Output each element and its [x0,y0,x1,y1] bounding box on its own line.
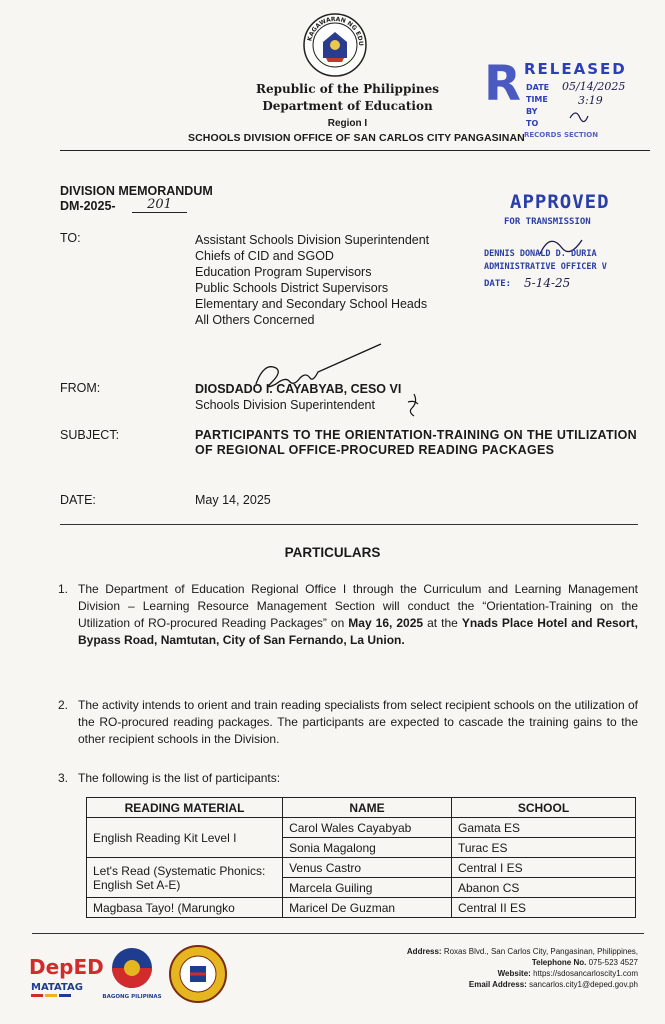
particular-item-2 [58,697,638,748]
recipient-item: Elementary and Secondary School Heads [195,297,428,311]
participant-name-cell: Sonia Magalong [283,838,452,858]
seal-text: KAGAWARAN NG EDU [306,15,365,47]
released-date-label: DATE [526,83,550,92]
participant-name-cell: Venus Castro [283,858,452,878]
sender-name: DIOSDADO I. CAYABYAB, CESO VI [195,382,402,396]
column-header-name: NAME [283,798,452,818]
item-number: 2. [58,698,69,712]
memo-date: May 14, 2025 [195,493,271,507]
date-label: DATE: [60,493,96,507]
recipient-item: Education Program Supervisors [195,265,372,279]
to-label: TO: [60,231,81,245]
sender-title: Schools Division Superintendent [195,398,375,412]
svg-text:R: R [484,56,521,112]
school-cell: Turac ES [451,838,635,858]
office-heading: SCHOOLS DIVISION OFFICE OF SAN CARLOS CITY PANGASINAN [188,132,525,144]
reading-material-cell: Let's Read (Systematic Phonics: English Set A-E) [87,858,283,898]
approved-stamp [480,184,640,300]
school-cell: Central I ES [451,858,635,878]
item-number: 3. [58,771,69,785]
subject-label: SUBJECT: [60,428,120,442]
released-footer: RECORDS SECTION [524,131,599,139]
bagong-pilipinas-logo [104,944,160,1004]
participant-name-cell: Maricel De Guzman [283,898,452,918]
particular-item-1 [58,581,638,649]
column-header-material: READING MATERIAL [87,798,283,818]
republic-heading: Republic of the Philippines [255,82,440,96]
participant-name-cell: Carol Wales Cayabyab [283,818,452,838]
event-date: May 16, 2025 [348,616,424,630]
reading-material-cell: English Reading Kit Level I [87,818,283,858]
memo-number-prefix: DM-2025- [60,199,116,213]
item-text: The following is the list of participants: [78,771,281,785]
participants-table [86,797,636,918]
released-stamp-title: RELEASED [524,60,627,78]
released-stamp [478,44,650,140]
matatag-logo-text: MATATAG [31,982,83,993]
website-line: Website: https://sdosancarloscity1.com [497,969,638,978]
body-divider [60,524,638,525]
particulars-heading: PARTICULARS [284,545,381,560]
school-cell: Gamata ES [451,818,635,838]
initial-mark [404,392,424,418]
released-by-label: BY [526,107,538,116]
table-header-row [87,798,636,818]
approved-stamp-title: APPROVED [510,191,610,213]
address-line: Address: Roxas Blvd., San Carlos City, Pangasinan, Philippines, [406,947,638,956]
subject-text: PARTICIPANTS TO THE ORIENTATION-TRAINING ON THE UTILIZATION OF REGIONAL OFFICE-PROCURED READING PACKAGES [195,428,637,457]
table-row [87,898,636,918]
table-row [87,818,636,838]
event-venue: Ynads Place Hotel and Resort, Bypass Road, Namtutan, City of San Fernando, La Union. [78,616,639,647]
recipient-item: Assistant Schools Division Superintendent [195,233,430,247]
school-cell: Central II ES [451,898,635,918]
recipient-item: Public Schools District Supervisors [195,281,389,295]
released-time-label: TIME [526,95,548,104]
approved-date-label: DATE: [484,279,512,289]
approved-date-value: 5-14-25 [524,276,571,290]
approved-stamp-subtitle: FOR TRANSMISSION [504,217,591,227]
deped-logo-text: DepED [29,955,104,979]
participant-name-cell: Marcela Guiling [283,878,452,898]
contact-block [380,946,638,990]
item-text: at the [423,616,462,630]
email-line: Email Address: sancarlos.city1@deped.gov.ph [468,980,638,989]
column-header-school: SCHOOL [451,798,635,818]
approved-officer-name: DENNIS DONALD D. DURIA [484,249,597,259]
recipient-item: Chiefs of CID and SGOD [195,249,334,263]
recipient-list [195,232,429,328]
footer-divider [32,933,644,934]
memo-number-value: 201 [132,197,187,213]
released-to-label: TO [526,119,539,128]
school-cell: Abanon CS [451,878,635,898]
item-number: 1. [58,582,69,596]
particular-item-3 [58,770,638,787]
division-seal-logo [168,944,228,1004]
released-time-value: 3:19 [578,94,603,107]
bagong-pilipinas-text: BAGONG PILIPINAS [102,994,162,1000]
item-text: The activity intends to orient and train reading specialists from select recipient schools on the utilization of the RO-procured reading packages. The participants are expected to cascade the training gains to the other recipient schools in the Division. [78,698,638,746]
region-heading: Region I [327,118,368,129]
reading-material-cell: Magbasa Tayo! (Marungko [87,898,283,918]
deped-matatag-logo [27,944,104,1004]
telephone-line: Telephone No. 075-523 4527 [531,958,638,967]
deped-seal-logo [302,12,368,78]
from-label: FROM: [60,381,101,395]
department-heading: Department of Education [262,99,433,113]
header-divider [60,150,650,151]
item-text: The Department of Education Regional Office I through the Curriculum and Learning Management Division – Learning Resource Management Section will conduct the “Orientation-Training on the Utilization of RO-procured Reading Packages” on [78,582,638,630]
table-row [87,858,636,878]
memo-title: DIVISION MEMORANDUM [60,184,213,198]
approved-officer-position: ADMINISTRATIVE OFFICER V [484,262,607,272]
recipient-item: All Others Concerned [195,313,315,327]
released-date-value: 05/14/2025 [562,80,626,93]
